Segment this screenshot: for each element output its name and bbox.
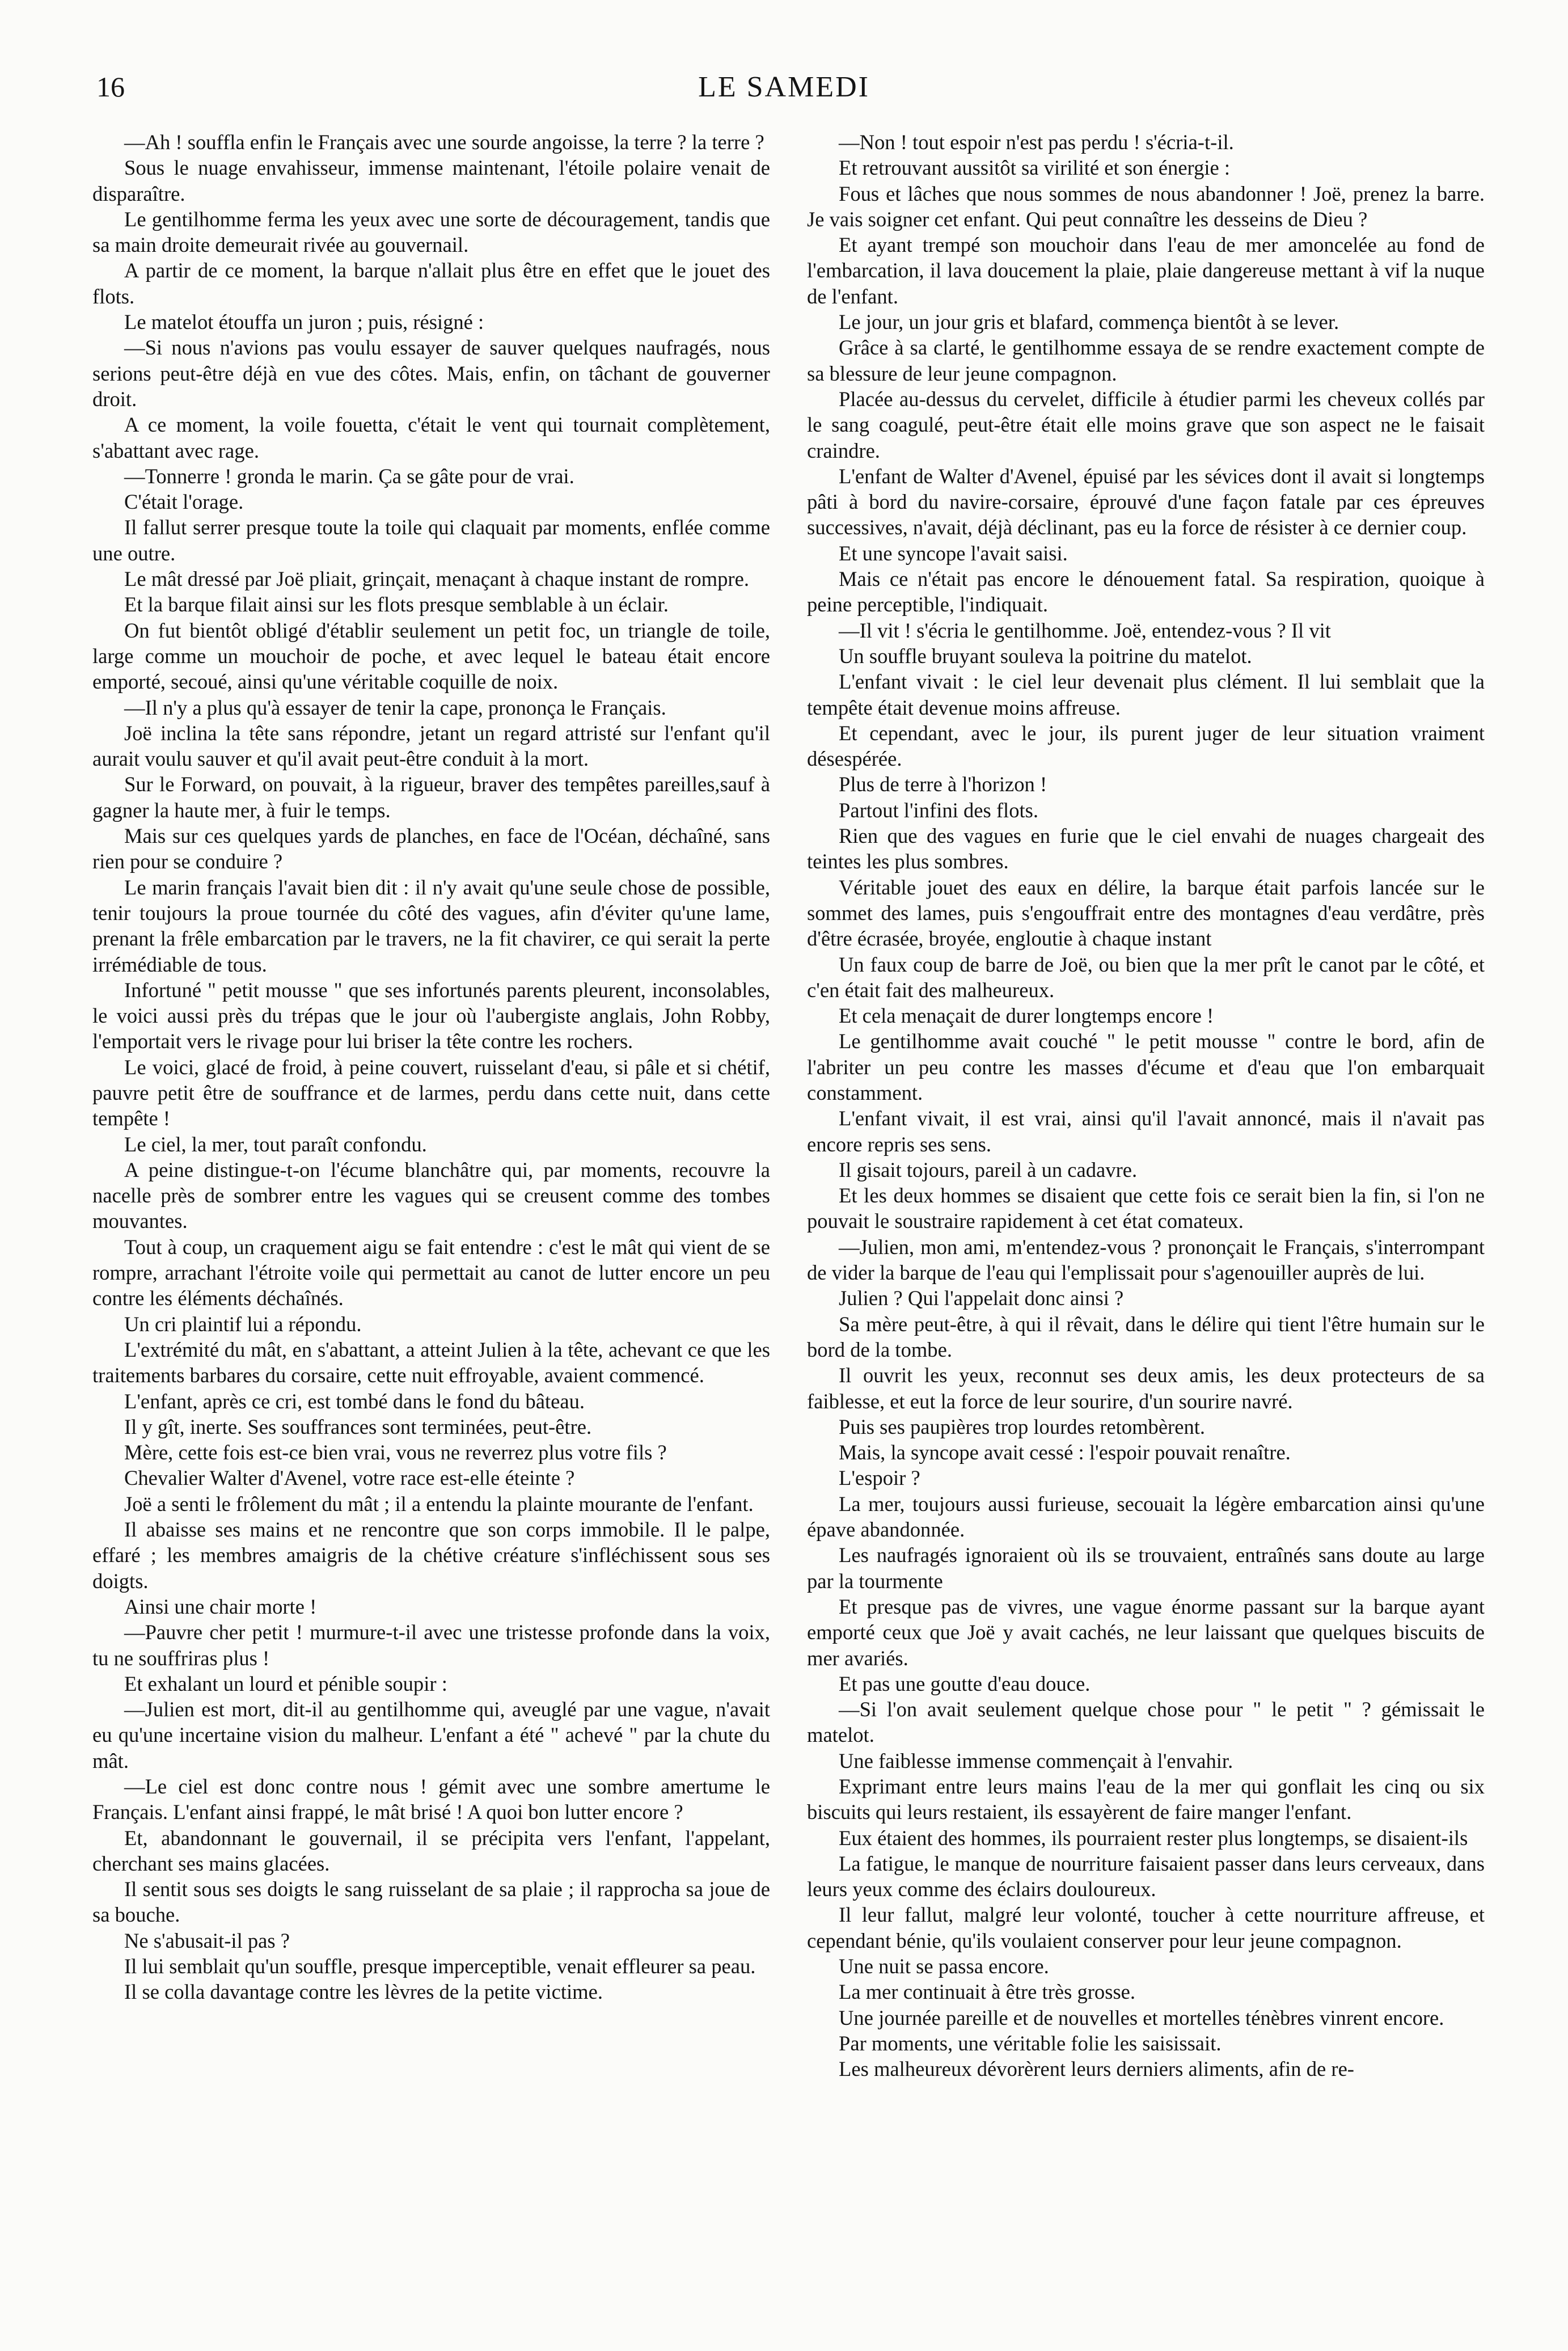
- paragraph: Et les deux hommes se disaient que cette fois ce serait bien la fin, si l'on ne pouvait le soustraire rapidement à cet état comateux.: [807, 1184, 1485, 1233]
- paragraph: Fous et lâches que nous sommes de nous abandonner ! Joë, prenez la barre. Je vais soigner cet enfant. Qui peut connaître les desseins de Dieu ?: [807, 182, 1485, 231]
- paragraph: Il y gît, inerte. Ses souffrances sont terminées, peut-être.: [124, 1415, 592, 1438]
- paragraph: C'était l'orage.: [124, 490, 244, 514]
- paragraph: La fatigue, le manque de nourriture faisaient passer dans leurs cerveaux, dans leurs yeux comme des éclairs douloureux.: [807, 1851, 1485, 1901]
- right-column: [807, 129, 1485, 2313]
- paragraph: L'espoir ?: [839, 1466, 920, 1490]
- paragraph: Et cela menaçait de durer longtemps encore !: [839, 1004, 1214, 1028]
- paragraph: La mer, toujours aussi furieuse, secouait la légère embarcation ainsi qu'une épave abandonnée.: [807, 1492, 1485, 1542]
- paragraph: —Julien, mon ami, m'entendez-vous ? prononçait le Français, s'interrompant de vider la barque de l'eau qui l'emplissait pour s'agenouiller auprès de lui.: [807, 1235, 1485, 1285]
- paragraph: Un souffle bruyant souleva la poitrine du matelot.: [839, 644, 1252, 668]
- paragraph: Les malheureux dévorèrent leurs derniers aliments, afin de re-: [839, 2057, 1354, 2081]
- paragraph: L'enfant de Walter d'Avenel, épuisé par les sévices dont il avait si longtemps pâti à bord du navire-corsaire, éprouvé d'une façon fatale par ces épreuves successives, n'avait, déjà déclinant, pas eu la force de résister à ce dernier coup.: [807, 464, 1485, 539]
- paragraph: Plus de terre à l'horizon !: [839, 773, 1047, 796]
- paragraph: Un cri plaintif lui a répondu.: [124, 1312, 362, 1336]
- paragraph: —Non ! tout espoir n'est pas perdu ! s'écria-t-il.: [839, 130, 1234, 154]
- paragraph: Il se colla davantage contre les lèvres de la petite victime.: [124, 1980, 603, 2004]
- paragraph: Il leur fallut, malgré leur volonté, toucher à cette nourriture affreuse, et cependant bénie, qu'ils voulaient conserver pour leur jeune compagnon.: [807, 1903, 1485, 1952]
- paragraph: —Si nous n'avions pas voulu essayer de sauver quelques naufragés, nous serions peut-être déjà en vue des côtes. Mais, enfin, on tâchant de gouverner droit.: [92, 336, 770, 411]
- paragraph: Le jour, un jour gris et blafard, commença bientôt à se lever.: [839, 310, 1339, 334]
- paragraph: Exprimant entre leurs mains l'eau de la mer qui gonflait les cinq ou six biscuits qui leurs restaient, ils essayèrent de faire manger l'enfant.: [807, 1775, 1485, 1824]
- paragraph: Et exhalant un lourd et pénible soupir :: [124, 1672, 447, 1695]
- paragraph: Le matelot étouffa un juron ; puis, résigné :: [124, 310, 484, 334]
- paragraph: Puis ses paupières trop lourdes retombèrent.: [839, 1415, 1206, 1438]
- paragraph: Mais, la syncope avait cessé : l'espoir pouvait renaître.: [839, 1441, 1291, 1464]
- paragraph: Par moments, une véritable folie les saisissait.: [839, 2031, 1222, 2055]
- paragraph: Et presque pas de vivres, une vague énorme passant sur la barque ayant emporté ceux que Joë y avait cachés, ne leur laissant que quelques biscuits de mer avariés.: [807, 1594, 1485, 1670]
- paragraph: Et pas une goutte d'eau douce.: [839, 1672, 1091, 1695]
- paragraph: —Ah ! souffla enfin le Français avec une sourde angoisse, la terre ? la terre ?: [124, 130, 764, 154]
- paragraph: Une nuit se passa encore.: [839, 1955, 1049, 1978]
- paragraph: Infortuné " petit mousse " que ses infortunés parents pleurent, inconsolables, le voici aussi près du trépas que le jour où l'aubergiste anglais, John Robby, l'emportait vers le rivage pour lui briser la tête contre les rochers.: [92, 978, 770, 1053]
- paragraph: Et retrouvant aussitôt sa virilité et son énergie :: [839, 156, 1231, 180]
- paragraph: —Il vit ! s'écria le gentilhomme. Joë, entendez-vous ? Il vit: [839, 618, 1331, 642]
- paragraph: La mer continuait à être très grosse.: [839, 1980, 1136, 2004]
- paragraph: Le marin français l'avait bien dit : il n'y avait qu'une seule chose de possible, tenir toujours la proue tournée du côté des vagues, afin d'éviter qu'une lame, prenant la frêle embarcation par le travers, ne la fit chavirer, ce qui serait la perte irrémédiable de tous.: [92, 875, 770, 976]
- paragraph: L'enfant, après ce cri, est tombé dans le fond du bâteau.: [124, 1389, 585, 1413]
- paragraph: Placée au-dessus du cervelet, difficile à étudier parmi les cheveux collés par le sang coagulé, peut-être était elle moins grave que son aspect ne le faisait craindre.: [807, 387, 1485, 462]
- paragraph: Rien que des vagues en furie que le ciel envahi de nuages chargeait des teintes les plus sombres.: [807, 824, 1485, 873]
- paragraph: Il ouvrit les yeux, reconnut ses deux amis, les deux protecteurs de sa faiblesse, et eut la force de leur sourire, d'un sourire navré.: [807, 1364, 1485, 1413]
- left-column: [92, 129, 770, 2313]
- paragraph: L'extrémité du mât, en s'abattant, a atteint Julien à la tête, achevant ce que les traitements barbares du corsaire, cette nuit effroyable, avaient commencé.: [92, 1337, 770, 1387]
- page-number: 16: [96, 71, 125, 103]
- paragraph: Mais ce n'était pas encore le dénouement fatal. Sa respiration, quoique à peine perceptible, l'indiquait.: [807, 567, 1485, 617]
- paragraph: —Il n'y a plus qu'à essayer de tenir la cape, prononça le Français.: [124, 695, 666, 719]
- paragraph: Véritable jouet des eaux en délire, la barque était parfois lancée sur le sommet des lames, puis s'engouffrait entre des montagnes d'eau verdâtre, près d'être écrasée, broyée, engloutie à chaque instant: [807, 875, 1485, 951]
- paragraph: —Le ciel est donc contre nous ! gémit avec une sombre amertume le Français. L'enfant ainsi frappé, le mât brisé ! A quoi bon lutter encore ?: [92, 1775, 770, 1824]
- paragraph: Sous le nuage envahisseur, immense maintenant, l'étoile polaire venait de disparaître.: [92, 156, 770, 205]
- paragraph: A partir de ce moment, la barque n'allait plus être en effet que le jouet des flots.: [92, 259, 770, 308]
- paragraph: A peine distingue-t-on l'écume blanchâtre qui, par moments, recouvre la nacelle près de sombrer entre les vagues qui se creusent comme des tombes mouvantes.: [92, 1158, 770, 1233]
- paragraph: Il lui semblait qu'un souffle, presque imperceptible, venait effleurer sa peau.: [124, 1955, 756, 1978]
- paragraph: Une faiblesse immense commençait à l'envahir.: [839, 1749, 1233, 1772]
- paragraph: On fut bientôt obligé d'établir seulement un petit foc, un triangle de toile, large comme un mouchoir de poche, et avec lequel le bateau était encore emporté, secoué, ainsi qu'une véritable coquille de noix.: [92, 618, 770, 694]
- paragraph: Un faux coup de barre de Joë, ou bien que la mer prît le canot par le côté, et c'en était fait des malheureux.: [807, 952, 1485, 1002]
- paragraph: Il fallut serrer presque toute la toile qui claquait par moments, enflée comme une outre.: [92, 516, 770, 565]
- journal-title: LE SAMEDI: [698, 71, 870, 103]
- paragraph: —Tonnerre ! gronda le marin. Ça se gâte pour de vrai.: [124, 464, 574, 488]
- paragraph: Partout l'infini des flots.: [839, 798, 1039, 822]
- paragraph: Et ayant trempé son mouchoir dans l'eau de mer amoncelée au fond de l'embarcation, il lava doucement la plaie, plaie dangereuse mettant à vif la nuque de l'enfant.: [807, 233, 1485, 308]
- paragraph: Sur le Forward, on pouvait, à la rigueur, braver des tempêtes pareilles,sauf à gagner la haute mer, à fuir le temps.: [92, 773, 770, 822]
- paragraph: Eux étaient des hommes, ils pourraient rester plus longtemps, se disaient-ils: [839, 1826, 1468, 1850]
- paragraph: Et la barque filait ainsi sur les flots presque semblable à un éclair.: [124, 593, 669, 617]
- paragraph: Le gentilhomme ferma les yeux avec une sorte de découragement, tandis que sa main droite demeurait rivée au gouvernail.: [92, 207, 770, 257]
- paragraph: Il gisait tojours, pareil à un cadavre.: [839, 1158, 1138, 1181]
- paragraph: Tout à coup, un craquement aigu se fait entendre : c'est le mât qui vient de se rompre, arrachant l'étroite voile qui permettait au canot de lutter encore un peu contre les éléments déchaînés.: [92, 1235, 770, 1310]
- paragraph: Mère, cette fois est-ce bien vrai, vous ne reverrez plus votre fils ?: [124, 1441, 667, 1464]
- paragraph: —Pauvre cher petit ! murmure-t-il avec une tristesse profonde dans la voix, tu ne souffriras plus !: [92, 1620, 770, 1670]
- paragraph: Il abaisse ses mains et ne rencontre que son corps immobile. Il le palpe, effaré ; les membres amaigris de la chétive créature s'infléchissent sous ses doigts.: [92, 1518, 770, 1593]
- paragraph: Il sentit sous ses doigts le sang ruisselant de sa plaie ; il rapprocha sa joue de sa bouche.: [92, 1877, 770, 1927]
- paragraph: Ainsi une chair morte !: [124, 1594, 317, 1618]
- paragraph: Grâce à sa clarté, le gentilhomme essaya de se rendre exactement compte de sa blessure de leur jeune compagnon.: [807, 336, 1485, 385]
- paragraph: Ne s'abusait-il pas ?: [124, 1928, 290, 1952]
- paragraph: L'enfant vivait, il est vrai, ainsi qu'il l'avait annoncé, mais il n'avait pas encore repris ses sens.: [807, 1107, 1485, 1156]
- paragraph: L'enfant vivait : le ciel leur devenait plus clément. Il lui semblait que la tempête était devenue moins affreuse.: [807, 670, 1485, 719]
- paragraph: Et, abandonnant le gouvernail, il se précipita vers l'enfant, l'appelant, cherchant ses mains glacées.: [92, 1826, 770, 1875]
- paragraph: Une journée pareille et de nouvelles et mortelles ténèbres vinrent encore.: [839, 2006, 1444, 2029]
- paragraph: Le gentilhomme avait couché " le petit mousse " contre le bord, afin de l'abriter un peu contre les masses d'écume et d'eau que l'on embarquait constamment.: [807, 1029, 1485, 1104]
- paragraph: —Julien est mort, dit-il au gentilhomme qui, aveuglé par une vague, n'avait eu qu'une incertaine vision du malheur. L'enfant a été " achevé " par la chute du mât.: [92, 1698, 770, 1772]
- paragraph: Le ciel, la mer, tout paraît confondu.: [124, 1132, 427, 1156]
- paragraph: Joë a senti le frôlement du mât ; il a entendu la plainte mourante de l'enfant.: [124, 1492, 754, 1516]
- paragraph: —Si l'on avait seulement quelque chose pour " le petit " ? gémissait le matelot.: [807, 1698, 1485, 1747]
- paragraph: Et cependant, avec le jour, ils purent juger de leur situation vraiment désespérée.: [807, 721, 1485, 771]
- paragraph: Le voici, glacé de froid, à peine couvert, ruisselant d'eau, si pâle et si chétif, pauvre petit être de souffrance et de larmes, perdu dans cette nuit, dans cette tempête !: [92, 1055, 770, 1130]
- paragraph: Mais sur ces quelques yards de planches, en face de l'Océan, déchaîné, sans rien pour se conduire ?: [92, 824, 770, 873]
- paragraph: Le mât dressé par Joë pliait, grinçait, menaçant à chaque instant de rompre.: [124, 567, 749, 591]
- paragraph: Et une syncope l'avait saisi.: [839, 541, 1068, 565]
- paragraph: Chevalier Walter d'Avenel, votre race est-elle éteinte ?: [124, 1466, 575, 1490]
- paragraph: Les naufragés ignoraient où ils se trouvaient, entraînés sans doute au large par la tourmente: [807, 1543, 1485, 1593]
- paragraph: A ce moment, la voile fouetta, c'était le vent qui tournait complètement, s'abattant avec rage.: [92, 413, 770, 462]
- paragraph: Joë inclina la tête sans répondre, jetant un regard attristé sur l'enfant qu'il aurait voulu sauver et qu'il avait peut-être conduit à la mort.: [92, 721, 770, 771]
- paragraph: Julien ? Qui l'appelait donc ainsi ?: [839, 1286, 1124, 1310]
- paragraph: Sa mère peut-être, à qui il rêvait, dans le délire qui tient l'être humain sur le bord de la tombe.: [807, 1312, 1485, 1361]
